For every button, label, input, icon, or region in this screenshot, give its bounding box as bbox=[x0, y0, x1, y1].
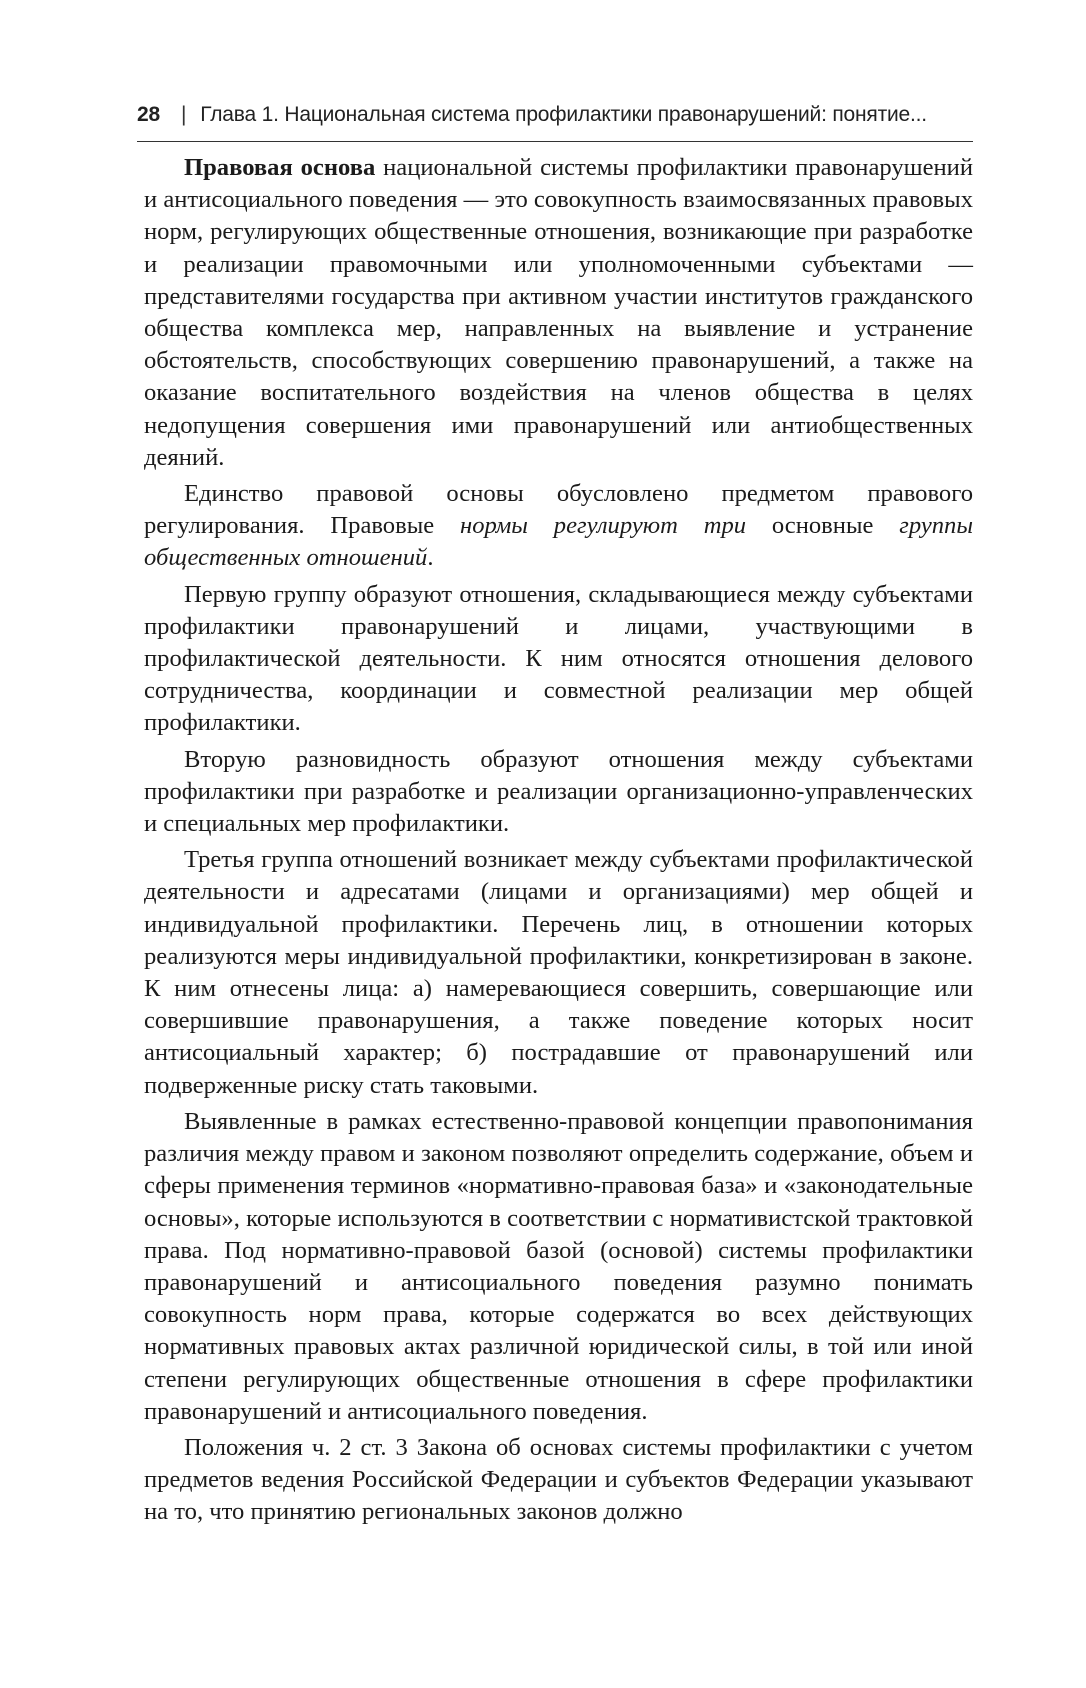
header-separator: | bbox=[181, 103, 187, 126]
paragraph-text: Положения ч. 2 ст. 3 Закона об основах системы профилактики с учетом предметов ведения Российской Федерации и субъектов Федерации указывают на то, что принятию региональных законов должно bbox=[144, 1433, 973, 1526]
paragraph-text: национальной системы профилактики правонарушений и антисоциального поведения — это совокупность взаимосвязанных правовых норм, регулирующих общественные отношения, возникающие при разработке и реализации правомочными или уполномоченными субъектами — представителями государства при активном участии институтов гражданского общества комплекса мер, направленных на выявление и устранение обстоятельств, способствующих совершению правонарушений, а также на оказание воспитательного воздействия на членов общества в целях недопущения совершения ими правонарушений или антиобщественных деяний. bbox=[144, 154, 973, 471]
paragraph-third-group bbox=[144, 844, 973, 1102]
running-header bbox=[137, 103, 973, 137]
paragraph-text: . bbox=[427, 544, 434, 572]
chapter-title: Глава 1. Национальная система профилактики правонарушений: понятие... bbox=[200, 103, 927, 126]
paragraph-first-group bbox=[144, 579, 973, 740]
italic-phrase: нормы регулируют три bbox=[460, 512, 747, 540]
paragraph-text: Третья группа отношений возникает между субъектами профилактической деятельности и адресатами (лицами и организациями) мер общей и индивидуальной профилактики. Перечень лиц, в отношении которых реализуются меры индивидуальной профилактики, конкретизирован в законе. К ним отнесены лица: а) намеревающиеся совершить, совершающие или совершившие правонарушения, а также поведение которых носит антисоциальный характер; б) пострадавшие от правонарушений или подверженные риску стать таковыми. bbox=[144, 846, 973, 1099]
paragraph-legal-basis bbox=[144, 152, 973, 474]
italic-phrase: группы общественных отношений bbox=[144, 512, 973, 572]
paragraph-second-group bbox=[144, 744, 973, 841]
paragraph-unity bbox=[144, 478, 973, 575]
paragraph-text: Вторую разновидность образуют отношения между субъектами профилактики при разработке и реализации организационно-управленческих и специальных мер профилактики. bbox=[144, 745, 973, 838]
paragraph-text: Первую группу образуют отношения, складывающиеся между субъектами профилактики правонарушений и лицами, участвующими в профилактической деятельности. К ним относятся отношения делового сотрудничества, координации и совместной реализации мер общей профилактики. bbox=[144, 580, 973, 737]
bold-term: Правовая основа bbox=[184, 154, 376, 181]
body-text bbox=[144, 152, 973, 1529]
paragraph-text: Единство правовой основы обусловлено предметом правового регулирования. Правовые bbox=[144, 480, 973, 540]
paragraph-text: основные bbox=[746, 512, 900, 540]
paragraph-normative-base bbox=[144, 1106, 973, 1428]
page-number: 28 bbox=[137, 103, 160, 126]
paragraph-text: Выявленные в рамках естественно-правовой концепции правопонимания различия между правом и законом позволяют определить содержание, объем и сферы применения терминов «нормативно-правовая база» и «законодательные основы», которые используются в соответствии с нормативистской трактовкой права. Под нормативно-правовой базой (основой) системы профилактики правонарушений и антисоциального поведения разумно понимать совокупность норм права, которые содержатся во всех действующих нормативных правовых актах различной юридической силы, в той или иной степени регулирующих общественные отношения в сфере профилактики правонарушений и антисоциального поведения. bbox=[144, 1107, 973, 1425]
paragraph-law-provisions bbox=[144, 1432, 973, 1529]
header-rule bbox=[137, 141, 973, 142]
